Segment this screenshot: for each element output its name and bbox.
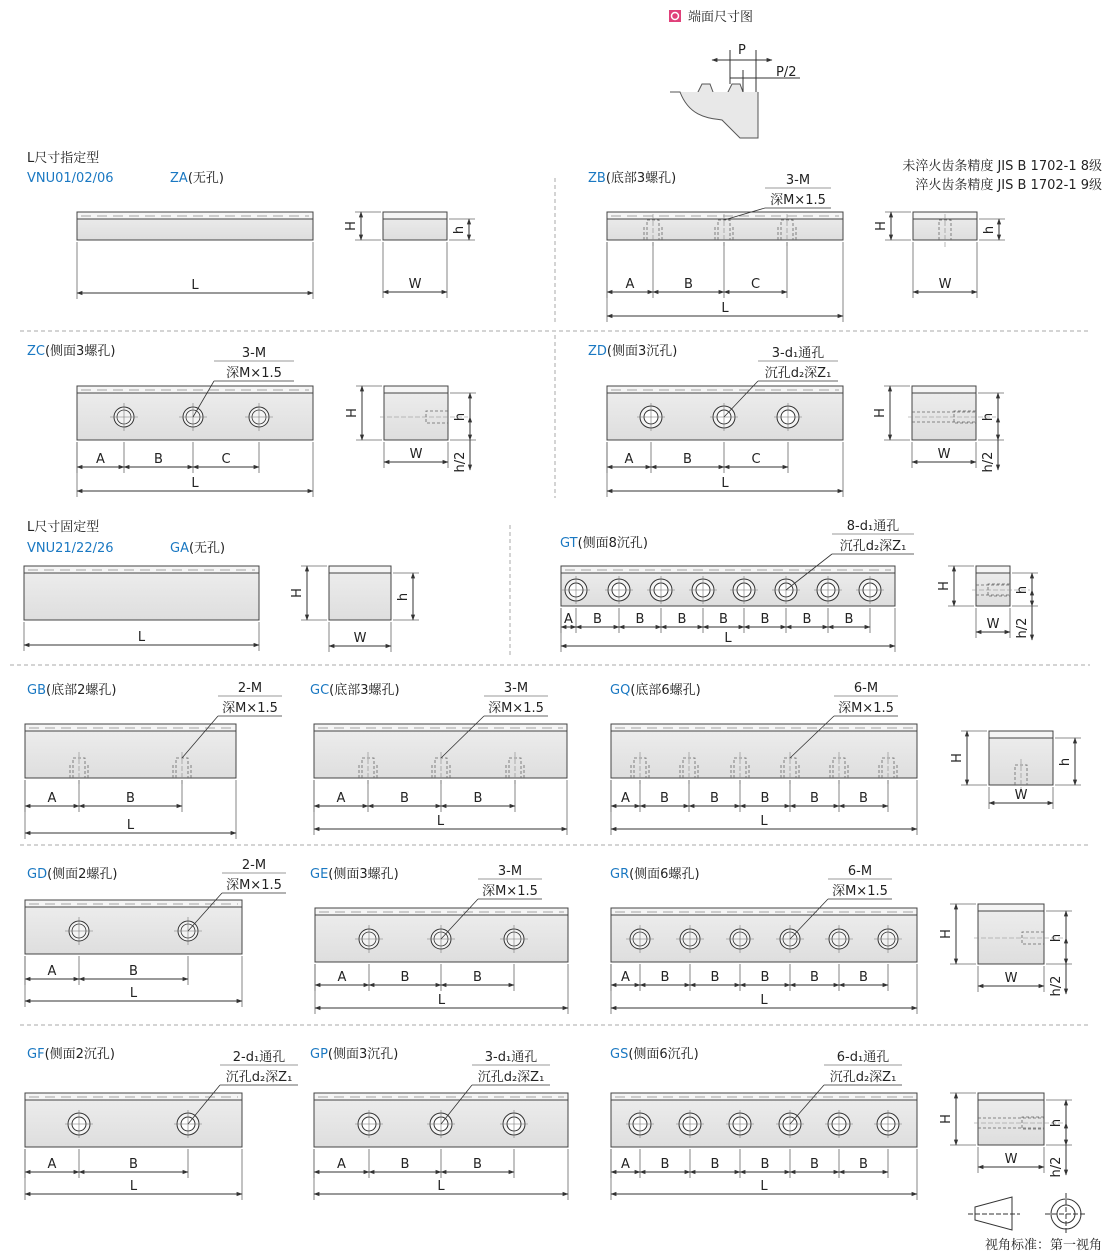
dim-h-upper: H (290, 588, 305, 598)
dim-b: B (844, 612, 854, 627)
dim-b: B (810, 970, 819, 985)
rack-front-za (77, 212, 313, 299)
dim-b: B (760, 1157, 770, 1172)
projection-standard: 视角标准：第一视角 (984, 1238, 1102, 1253)
dim-h-half: h/2 (1049, 975, 1064, 997)
dim-b: B (760, 791, 770, 806)
variant-title-gd (27, 866, 118, 882)
variant-code: GE (310, 867, 329, 882)
dim-l: L (126, 818, 135, 833)
dim-b: B (400, 970, 410, 985)
callout-depth: 沉孔d₂深Z₁ (764, 366, 832, 381)
dim-l: L (760, 814, 768, 829)
dim-a: A (96, 452, 105, 467)
dim-h-lower: h (1049, 933, 1064, 943)
dim-w: W (937, 447, 951, 462)
dim-b: B (677, 612, 687, 627)
callout-depth: 深M×1.5 (838, 701, 894, 716)
dim-a: A (337, 1157, 346, 1172)
callout-depth: 深M×1.5 (222, 701, 278, 716)
section1-models: VNU01/02/06 (27, 171, 114, 186)
dim-b: B (473, 1157, 482, 1172)
variant-code: GA (170, 541, 189, 556)
callout-count: 6-d₁通孔 (836, 1050, 890, 1065)
variant-title-ga (170, 540, 225, 556)
rack-front-gs (611, 1049, 917, 1200)
rack-front-zc (77, 346, 313, 497)
dim-w: W (938, 277, 952, 292)
callout-depth: 沉孔d₂深Z₁ (839, 539, 907, 554)
dim-b: B (154, 452, 163, 467)
dim-b: B (760, 970, 770, 985)
rack-front-gp (314, 1049, 568, 1200)
tooth-profile-figure (670, 43, 800, 138)
dim-b: B (593, 612, 602, 627)
variant-code: GQ (610, 683, 631, 698)
dim-a: A (621, 1157, 630, 1172)
variant-code: GD (27, 867, 48, 882)
dim-h-lower: h (981, 412, 996, 422)
callout-count: 3-M (241, 346, 267, 361)
rack-side-za (344, 212, 475, 298)
callout-depth: 沉孔d₂深Z₁ (225, 1070, 293, 1085)
dim-b: B (859, 1157, 868, 1172)
dim-h-upper: H (937, 581, 952, 591)
dim-c: C (751, 452, 761, 467)
callout-depth: 深M×1.5 (226, 878, 282, 893)
callout-count: 3-M (503, 681, 529, 696)
dim-h-upper: H (939, 1114, 954, 1124)
dim-h-upper: H (345, 408, 360, 418)
dim-w: W (409, 447, 423, 462)
variant-desc: (底部3螺孔) (605, 171, 677, 186)
variant-title-gs (610, 1046, 699, 1062)
rack-front-ge (315, 864, 568, 1014)
dim-b: B (473, 791, 483, 806)
callout-count: 3-M (785, 173, 811, 188)
callout-depth: 沉孔d₂深Z₁ (477, 1070, 545, 1085)
rack-front-zb (607, 173, 843, 322)
dim-w: W (1014, 788, 1028, 803)
variant-code: GS (610, 1047, 629, 1062)
callout-count: 2-M (237, 681, 263, 696)
dim-b: B (683, 452, 692, 467)
variant-desc: (侧面3螺孔) (44, 344, 116, 359)
variant-desc: (侧面6螺孔) (629, 867, 700, 882)
dim-l: L (437, 993, 446, 1008)
callout-count: 3-M (497, 864, 523, 879)
dim-l: L (721, 301, 729, 316)
section2-title: L尺寸固定型 (27, 520, 100, 535)
dim-l: L (129, 986, 138, 1001)
dim-w: W (1004, 1152, 1018, 1167)
dim-h-half: h/2 (981, 451, 996, 473)
dim-b: B (400, 1157, 410, 1172)
dim-a: A (625, 277, 635, 292)
variant-title-gq (610, 682, 701, 698)
dim-h-half: h/2 (1015, 617, 1030, 639)
dim-a: A (621, 970, 630, 985)
dim-a: A (47, 791, 57, 806)
variant-desc: (侧面2沉孔) (44, 1047, 115, 1062)
dim-b: B (810, 1157, 819, 1172)
dim-b: B (859, 791, 868, 806)
variant-desc: (底部2螺孔) (46, 683, 117, 698)
dim-h-upper: H (873, 408, 888, 418)
dim-b: B (684, 277, 693, 292)
variant-code: GC (310, 683, 330, 698)
variant-desc: (底部3螺孔) (329, 683, 400, 698)
variant-code: GF (27, 1047, 45, 1062)
dim-l: L (724, 631, 732, 646)
callout-depth: 沉孔d₂深Z₁ (829, 1070, 897, 1085)
rack-side-gs (939, 1093, 1072, 1177)
dim-h-lower: h (982, 225, 997, 235)
dim-b: B (635, 612, 645, 627)
accuracy-line-1: 未淬火齿条精度 JIS B 1702-1 8级 (902, 159, 1102, 174)
callout-depth: 深M×1.5 (226, 366, 282, 381)
rack-front-gb (25, 681, 282, 839)
dim-w: W (986, 617, 1000, 632)
dim-l: L (437, 1179, 445, 1194)
projection-symbol (968, 1193, 1087, 1235)
callout-depth: 深M×1.5 (488, 701, 544, 716)
dim-b: B (710, 970, 720, 985)
rack-side-gt (937, 566, 1038, 640)
dim-b: B (473, 970, 482, 985)
section2-models: VNU21/22/26 (27, 541, 114, 556)
variant-desc: (侧面3沉孔) (327, 1047, 399, 1062)
dim-l: L (137, 630, 146, 645)
dim-h-upper: H (939, 929, 954, 939)
dim-h-lower: h (1058, 757, 1073, 767)
variant-desc: (侧面3沉孔) (606, 344, 678, 359)
variant-desc: (侧面6沉孔) (628, 1047, 699, 1062)
variant-title-gc (310, 682, 400, 698)
dim-a: A (621, 791, 630, 806)
callout-count: 6-M (853, 681, 879, 696)
dim-a: A (336, 791, 346, 806)
dim-w: W (353, 631, 367, 646)
dim-b: B (710, 1157, 720, 1172)
callout-count: 8-d₁通孔 (846, 519, 900, 534)
variant-title-ge (310, 866, 399, 882)
dim-b: B (660, 791, 669, 806)
dim-b: B (719, 612, 728, 627)
dim-b: B (710, 791, 719, 806)
dim-b: B (126, 791, 135, 806)
variant-desc: (侧面8沉孔) (577, 536, 648, 551)
half-pitch-label: P/2 (776, 65, 797, 80)
callout-depth: 深M×1.5 (482, 884, 538, 899)
accuracy-line-2: 淬火齿条精度 JIS B 1702-1 9级 (915, 178, 1102, 193)
callout-depth: 深M×1.5 (832, 884, 888, 899)
dim-a: A (624, 452, 634, 467)
dim-b: B (129, 1157, 138, 1172)
dim-h-lower: h (452, 225, 467, 235)
dim-b: B (660, 970, 670, 985)
callout-count: 2-d₁通孔 (232, 1050, 286, 1065)
rack-side-gq (950, 731, 1081, 809)
variant-desc: (侧面3螺孔) (328, 867, 399, 882)
variant-title-za (170, 170, 224, 186)
dim-h-upper: H (344, 221, 359, 231)
callout-count: 6-M (847, 864, 873, 879)
dim-l: L (760, 1179, 768, 1194)
variant-code: ZB (588, 171, 606, 186)
dim-h-upper: H (874, 221, 889, 231)
variant-code: GT (560, 536, 578, 551)
variant-title-gb (27, 682, 116, 698)
dim-h-upper: H (950, 753, 965, 763)
variant-code: ZD (588, 344, 607, 359)
rack-side-zb (874, 212, 1005, 298)
dim-l: L (721, 476, 729, 491)
rack-front-ga (24, 566, 259, 651)
rack-front-zd (607, 345, 843, 497)
dim-b: B (802, 612, 812, 627)
variant-title-zd (588, 343, 677, 359)
dim-b: B (129, 964, 138, 979)
dim-l: L (191, 476, 199, 491)
variant-code: ZA (170, 171, 188, 186)
callout-depth: 深M×1.5 (770, 193, 826, 208)
dim-b: B (810, 791, 819, 806)
dim-h-half: h/2 (453, 451, 468, 473)
callout-count: 2-M (241, 858, 267, 873)
dim-w: W (1004, 971, 1018, 986)
variant-title-gp (310, 1046, 398, 1062)
rack-front-gc (314, 681, 567, 835)
variant-desc: (侧面2螺孔) (47, 867, 118, 882)
dim-w: W (408, 277, 422, 292)
dim-h-half: h/2 (1049, 1156, 1064, 1178)
variant-title-zc (27, 343, 115, 359)
variant-title-gr (610, 866, 700, 882)
dim-c: C (221, 452, 231, 467)
rack-side-ga (290, 566, 419, 652)
callout-count: 3-d₁通孔 (484, 1050, 538, 1065)
dim-b: B (859, 970, 868, 985)
dim-h-lower: h (453, 412, 468, 422)
end-face-header (669, 9, 753, 25)
dim-a: A (47, 1157, 57, 1172)
dim-h-lower: h (396, 592, 411, 602)
dim-a: A (564, 612, 573, 627)
dim-h-lower: h (1049, 1118, 1064, 1128)
dim-c: C (750, 277, 761, 292)
dim-b: B (400, 791, 409, 806)
end-face-title: 端面尺寸图 (688, 10, 754, 25)
dim-l: L (129, 1179, 138, 1194)
dim-l: L (191, 278, 199, 293)
dim-a: A (47, 964, 57, 979)
pitch-label: P (738, 43, 746, 58)
rack-side-gr (939, 904, 1072, 996)
rack-front-gq (611, 681, 917, 835)
dim-a: A (337, 970, 347, 985)
variant-code: ZC (27, 344, 45, 359)
variant-code: GR (610, 867, 630, 882)
variant-code: GB (27, 683, 46, 698)
dim-b: B (660, 1157, 670, 1172)
dim-l: L (760, 993, 768, 1008)
rack-front-gr (611, 864, 917, 1014)
section1-title: L尺寸指定型 (27, 151, 100, 166)
variant-desc: (无孔) (187, 171, 224, 186)
variant-code: GP (310, 1047, 328, 1062)
dim-b: B (760, 612, 770, 627)
variant-desc: (底部6螺孔) (630, 683, 701, 698)
rack-front-gf (25, 1049, 298, 1200)
rack-side-zc (345, 386, 476, 472)
dim-h-lower: h (1015, 585, 1030, 595)
variant-desc: (无孔) (188, 541, 226, 556)
callout-count: 3-d₁通孔 (771, 346, 825, 361)
variant-title-gt (560, 535, 648, 551)
variant-title-zb (588, 170, 676, 186)
dim-l: L (436, 814, 445, 829)
rack-side-zd (873, 386, 1004, 472)
variant-title-gf (27, 1046, 115, 1062)
